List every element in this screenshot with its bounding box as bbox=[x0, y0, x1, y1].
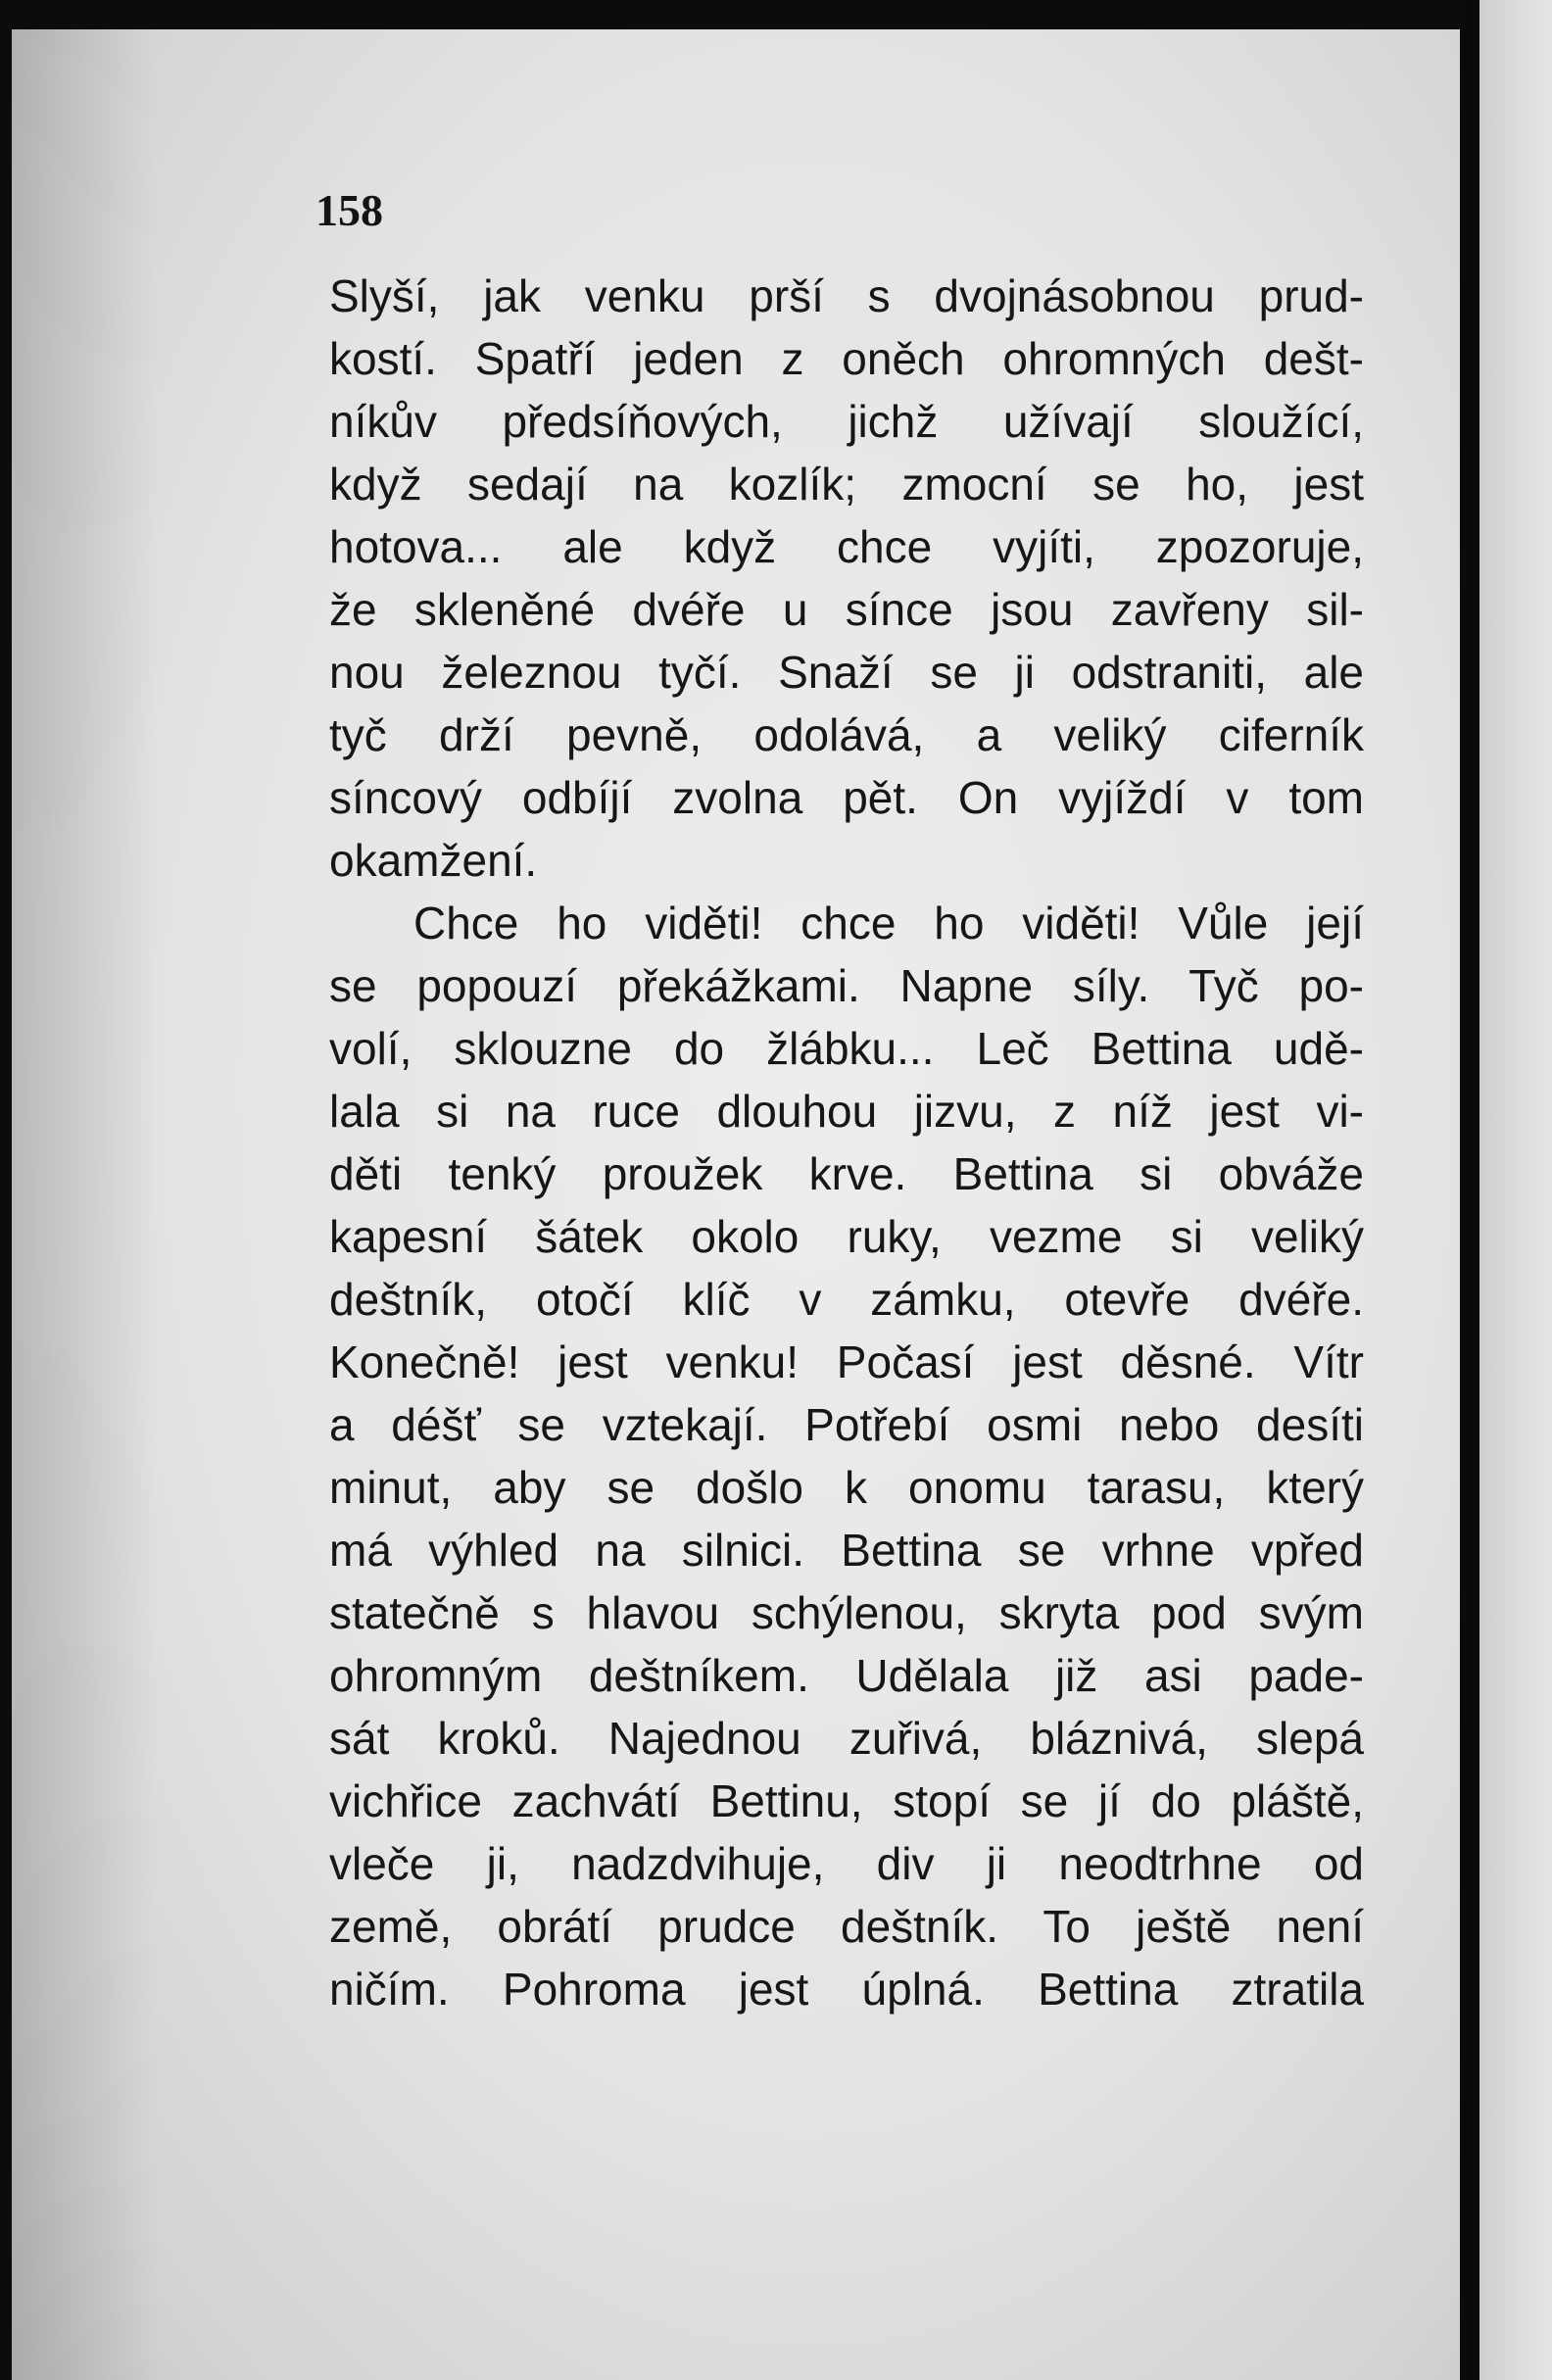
text-line: hotova... ale když chce vyjíti, zpozoruje, bbox=[329, 521, 1364, 572]
text-line: země, obrátí prudce deštník. To ještě není bbox=[329, 1901, 1364, 1952]
text-line: volí, sklouzne do žlábku... Leč Bettina udě- bbox=[329, 1023, 1364, 1074]
text-line: ničím. Pohroma jest úplná. Bettina ztratila bbox=[329, 1964, 1364, 2015]
text-line: když sedají na kozlík; zmocní se ho, jest bbox=[329, 459, 1364, 510]
text-line: že skleněné dvéře u sínce jsou zavřeny sil- bbox=[329, 584, 1364, 635]
text-line: minut, aby se došlo k onomu tarasu, který bbox=[329, 1462, 1364, 1513]
text-line: má výhled na silnici. Bettina se vrhne vpřed bbox=[329, 1525, 1364, 1576]
text-line: Konečně! jest venku! Počasí jest děsné. Vítr bbox=[329, 1336, 1364, 1387]
page-edge-dark-strip bbox=[1460, 0, 1479, 2380]
binding-shadow bbox=[12, 29, 159, 2380]
text-line: nou železnou tyčí. Snaží se ji odstraniti, ale bbox=[329, 647, 1364, 698]
text-line: kostí. Spatří jeden z oněch ohromných dešt- bbox=[329, 333, 1364, 384]
text-line: Chce ho viděti! chce ho viděti! Vůle její bbox=[413, 898, 1364, 948]
text-line: níkův předsíňových, jichž užívají sloužící, bbox=[329, 396, 1364, 447]
text-line: ohromným deštníkem. Udělala již asi pade- bbox=[329, 1650, 1364, 1701]
text-line: sát kroků. Najednou zuřivá, bláznivá, slepá bbox=[329, 1713, 1364, 1764]
text-line: vleče ji, nadzdvihuje, div ji neodtrhne od bbox=[329, 1838, 1364, 1889]
text-line: se popouzí překážkami. Napne síly. Tyč po- bbox=[329, 960, 1364, 1011]
text-line: vichřice zachvátí Bettinu, stopí se jí do pláště, bbox=[329, 1775, 1364, 1826]
text-line: děti tenký proužek krve. Bettina si obváže bbox=[329, 1148, 1364, 1199]
text-line: lala si na ruce dlouhou jizvu, z níž jest vi- bbox=[329, 1086, 1364, 1137]
text-line: síncový odbíjí zvolna pět. On vyjíždí v tom bbox=[329, 772, 1364, 823]
next-page-edge bbox=[1479, 0, 1552, 2380]
body-text bbox=[329, 265, 1364, 2020]
text-line: kapesní šátek okolo ruky, vezme si veliký bbox=[329, 1211, 1364, 1262]
text-line: tyč drží pevně, odolává, a veliký ciferník bbox=[329, 709, 1364, 760]
text-line: deštník, otočí klíč v zámku, otevře dvéře. bbox=[329, 1274, 1364, 1325]
text-line: Slyší, jak venku prší s dvojnásobnou prud- bbox=[329, 270, 1364, 321]
text-line: okamžení. bbox=[329, 835, 538, 886]
text-line: a déšť se vztekají. Potřebí osmi nebo desíti bbox=[329, 1399, 1364, 1450]
page-number: 158 bbox=[315, 185, 383, 235]
text-line: statečně s hlavou schýlenou, skryta pod svým bbox=[329, 1587, 1364, 1638]
